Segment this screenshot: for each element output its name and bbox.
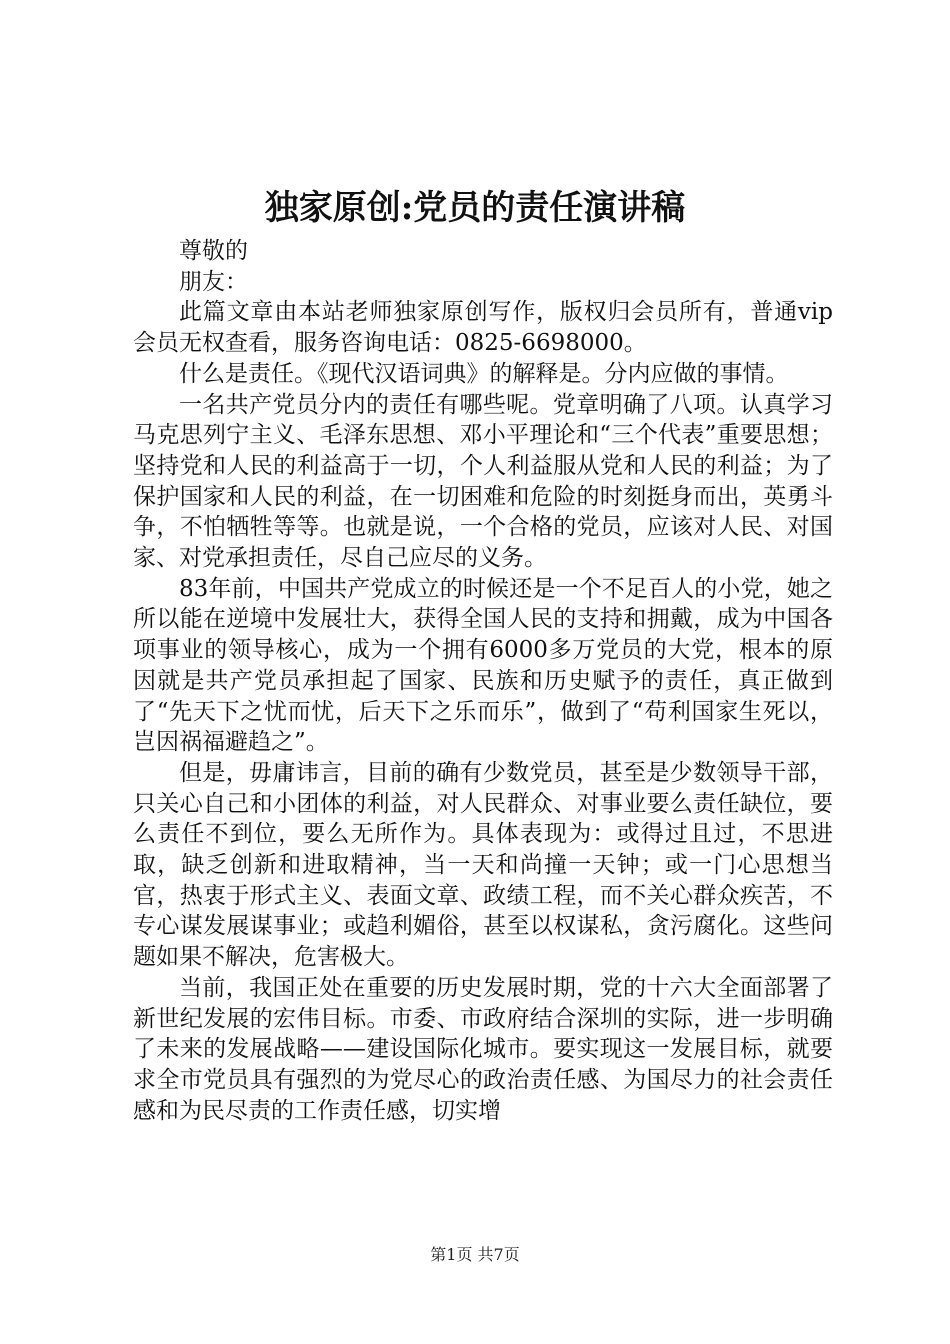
body-paragraph: 此篇文章由本站老师独家原创写作，版权归会员所有，普通vip会员无权查看，服务咨询电话：0825-6698000。	[133, 299, 833, 357]
document-body	[133, 236, 833, 1126]
body-paragraph: 83年前，中国共产党成立的时候还是一个不足百人的小党，她之所以能在逆境中发展壮大，获得全国人民的支持和拥戴，成为中国各项事业的领导核心，成为一个拥有6000多万党员的大党，根本的原因就是共产党员承担起了国家、民族和历史赋予的责任，真正做到了“先天下之忧而忧，后天下之乐而乐”，做到了“苟利国家生死以，岂因祸福避趋之”。	[133, 575, 833, 756]
salutation-line-2: 朋友：	[179, 268, 248, 295]
page-title: 独家原创:党员的责任演讲稿	[264, 188, 686, 228]
body-paragraph: 但是，毋庸讳言，目前的确有少数党员，甚至是少数领导干部，只关心自己和小团体的利益，对人民群众、对事业要么责任缺位，要么责任不到位，要么无所作为。具体表现为：或得过且过，不思进取，缺乏创新和进取精神，当一天和尚撞一天钟；或一门心思想当官，热衷于形式主义、表面文章、政绩工程，而不关心群众疾苦，不专心谋发展谋事业；或趋利媚俗，甚至以权谋私，贪污腐化。这些问题如果不解决，危害极大。	[133, 759, 833, 971]
page-footer: 第1页 共7页	[430, 1245, 520, 1264]
body-paragraph: 一名共产党员分内的责任有哪些呢。党章明确了八项。认真学习马克思列宁主义、毛泽东思想、邓小平理论和“三个代表”重要思想；坚持党和人民的利益高于一切，个人利益服从党和人民的利益；为了保护国家和人民的利益，在一切困难和危险的时刻挺身而出，英勇斗争，不怕牺牲等等。也就是说，一个合格的党员，应该对人民、对国家、对党承担责任，尽自己应尽的义务。	[133, 391, 833, 572]
salutation-line-1: 尊敬的	[179, 238, 248, 264]
body-paragraph: 当前，我国正处在重要的历史发展时期，党的十六大全面部署了新世纪发展的宏伟目标。市委、市政府结合深圳的实际，进一步明确了未来的发展战略——建设国际化城市。要实现这一发展目标，就要求全市党员具有强烈的为党尽心的政治责任感、为国尽力的社会责任感和为民尽责的工作责任感，切实增	[133, 974, 833, 1124]
body-paragraph: 什么是责任。《现代汉语词典》的解释是。分内应做的事情。	[179, 360, 789, 387]
